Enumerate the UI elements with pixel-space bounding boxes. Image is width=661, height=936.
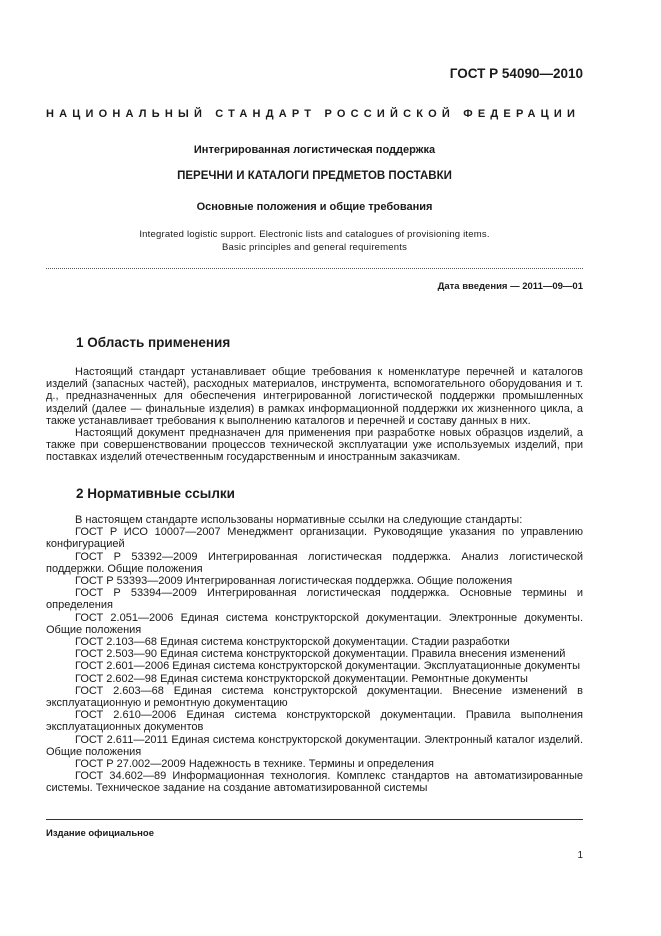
title-line-2: ПЕРЕЧНИ И КАТАЛОГИ ПРЕДМЕТОВ ПОСТАВКИ: [177, 170, 452, 182]
standard-banner: НАЦИОНАЛЬНЫЙ СТАНДАРТ РОССИЙСКОЙ ФЕДЕРАЦИИ: [46, 108, 581, 120]
reference-item: ГОСТ 2.602—98 Единая система конструкторской документации. Ремонтные документы: [75, 672, 528, 685]
edition-note: Издание официальное: [46, 828, 154, 839]
reference-item: ГОСТ 2.603—68 Единая система конструкторской документации. Внесение изменений в эксплуатационную и ремонтную документацию: [46, 684, 583, 710]
reference-item: ГОСТ 34.602—89 Информационная технология. Комплекс стандартов на автоматизированные системы. Техническое задание на создание автоматизированной системы: [46, 770, 583, 795]
reference-item: ГОСТ 2.503—90 Единая система конструкторской документации. Правила внесения изменений: [75, 648, 566, 661]
section-2-heading: 2 Нормативные ссылки: [76, 486, 235, 501]
section-2-body: [46, 514, 583, 795]
intro-date: Дата введения — 2011—09—01: [437, 281, 583, 292]
reference-item: ГОСТ Р 53394—2009 Интегрированная логистическая поддержка. Основные термины и определения: [46, 587, 583, 612]
reference-item: ГОСТ Р ИСО 10007—2007 Менеджмент организации. Руководящие указания по управлению конфигурацией: [46, 526, 583, 551]
reference-item: ГОСТ 2.611—2011 Единая система конструкторской документации. Электронный каталог изделий. Общие положения: [46, 733, 583, 758]
dotted-divider: [46, 268, 583, 269]
paragraph: Настоящий стандарт устанавливает общие требования к номенклатуре перечней и каталогов изделий (запасных частей), расходных материалов, инструмента, вспомогательного оборудования и т. д., предназначенных для обеспечения интегрированной логистической поддержки промышленных изделий (далее — финальные изделия) в рамках информационной поддержки их жизненного цикла, а также устанавливает требования к выполнению каталогов и перечней и составу данных в них.: [46, 366, 583, 427]
english-title-line-1: Integrated logistic support. Electronic lists and catalogues of provisioning items.: [139, 229, 490, 240]
reference-item: ГОСТ 2.103—68 Единая система конструкторской документации. Стадии разработки: [75, 636, 510, 649]
page-number: 1: [577, 850, 583, 861]
title-line-3: Основные положения и общие требования: [196, 201, 433, 213]
gost-number: ГОСТ Р 54090—2010: [449, 66, 583, 81]
paragraph: Настоящий документ предназначен для применения при разработке новых образцов изделий, а также при совершенствовании процессов технической эксплуатации уже используемых изделий, при поставках изделий отечественным государственным и иностранным заказчикам.: [46, 427, 583, 464]
section-1-heading: 1 Область применения: [76, 335, 231, 350]
section-1-body: [46, 366, 583, 464]
title-line-1: Интегрированная логистическая поддержка: [193, 144, 436, 156]
paragraph: В настоящем стандарте использованы нормативные ссылки на следующие стандарты:: [75, 514, 523, 526]
english-title-line-2: Basic principles and general requirements: [221, 242, 408, 253]
footer-divider: [46, 819, 583, 820]
reference-item: ГОСТ 2.051—2006 Единая система конструкторской документации. Электронные документы. Общие положения: [46, 611, 583, 636]
reference-item: ГОСТ 2.601—2006 Единая система конструкторской документации. Эксплуатационные документы: [75, 660, 581, 673]
reference-item: ГОСТ 2.610—2006 Единая система конструкторской документации. Правила выполнения эксплуатационных документов: [46, 709, 583, 734]
reference-item: ГОСТ Р 53393—2009 Интегрированная логистическая поддержка. Общие положения: [75, 575, 513, 588]
reference-item: ГОСТ Р 53392—2009 Интегрированная логистическая поддержка. Анализ логистической поддержки. Общие положения: [46, 550, 583, 575]
reference-item: ГОСТ Р 27.002—2009 Надежность в технике. Термины и определения: [75, 758, 434, 771]
